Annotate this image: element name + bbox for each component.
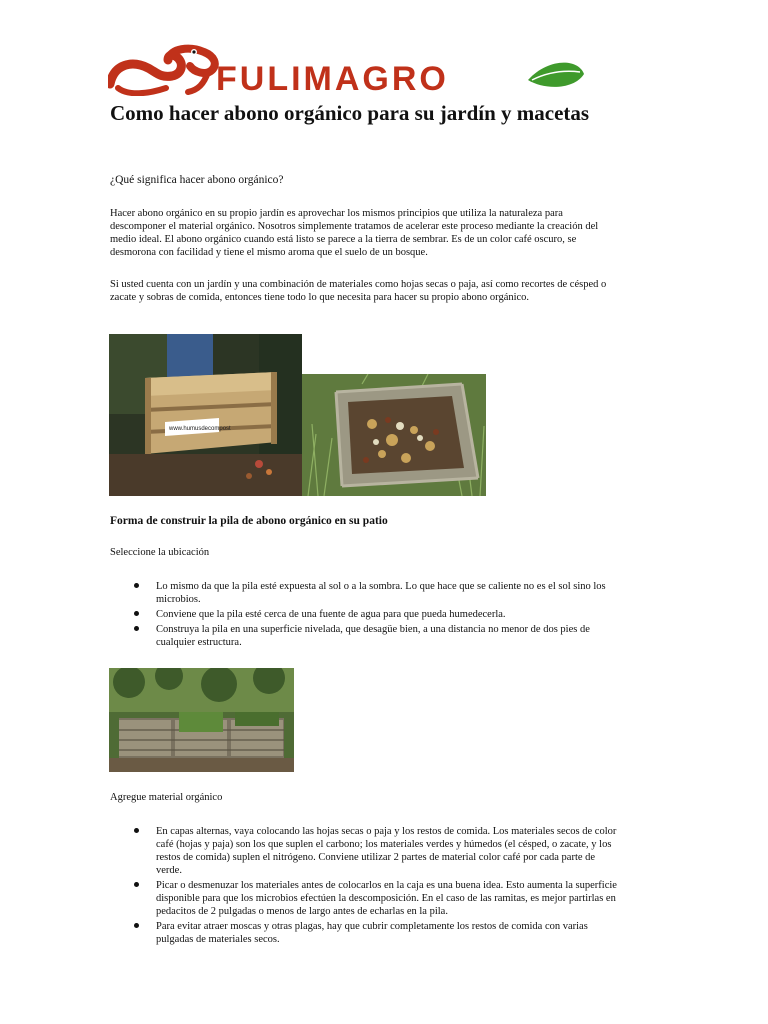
list-item: Para evitar atraer moscas y otras plagas, hay que cubrir completamente los restos de comida con varias pulgadas de materiales secos.: [110, 920, 620, 946]
salamander-logo-icon: [108, 44, 588, 96]
step1-title: Seleccione la ubicación: [110, 547, 210, 558]
requirements-paragraph: Si usted cuenta con un jardín y una combinación de materiales como hojas secas o paja, así como recortes de césped o zacate y sobras de comida, entonces tiene todo lo que necesita para hacer su propio abono orgánico.: [110, 279, 607, 303]
question-heading: ¿Qué significa hacer abono orgánico?: [110, 174, 284, 186]
wooden-compost-box-photo: [109, 334, 302, 496]
step2-bullet-list: [110, 825, 620, 948]
page-title: Como hacer abono orgánico para su jardín y macetas: [110, 101, 590, 125]
logo-wordmark: FULIMAGRO: [216, 60, 449, 96]
photo-sign-text: www.humusdecompost: [169, 426, 231, 432]
fulimagro-logo: [108, 44, 588, 96]
list-item: En capas alternas, vaya colocando las hojas secas o paja y los restos de comida. Los materiales secos de color café (hojas y paja) son los que suplen el carbono; los materiales verdes y húmedos (el césped, o zacate, y los restos de comida) suplen el nitrógeno. Conviene utilizar 2 partes de material color café por cada parte de verde.: [110, 825, 620, 877]
list-item: Construya la pila en una superficie nivelada, que desagüe bien, a una distancia no menor de dos pies de cualquier estructura.: [110, 623, 620, 649]
list-item: Lo mismo da que la pila esté expuesta al sol o a la sombra. Lo que hace que se caliente no es el sol sino los microbios.: [110, 580, 620, 606]
section-heading: Forma de construir la pila de abono orgánico en su patio: [110, 515, 388, 527]
step2-title: Agregue material orgánico: [110, 792, 223, 803]
list-item: Picar o desmenuzar los materiales antes de colocarlos en la caja es una buena idea. Esto aumenta la superficie disponible para que los microbios efectúen la descomposición. En el caso de las ramitas, es mejor partirlas en pedacitos de 2 pulgadas o menos de largo antes de echarlas en la pila.: [110, 879, 620, 918]
compost-bins-photo: [109, 668, 294, 772]
compost-pile-in-grass-photo: [302, 374, 486, 496]
list-item: Conviene que la pila esté cerca de una fuente de agua para que pueda humedecerla.: [110, 608, 620, 621]
step1-bullet-list: [110, 580, 620, 651]
intro-paragraph: Hacer abono orgánico en su propio jardín es aprovechar los mismos principios que utiliza la naturaleza para descomponer el material orgánico. Nosotros simplemente tratamos de acelerar este proceso mediante la creación del medio ideal. El abono orgánico cuando está listo se parece a la tierra de sembrar. Es de un color café oscuro, se desmorona con facilidad y tiene el mismo aroma que el suelo de un bosque.: [110, 208, 599, 258]
